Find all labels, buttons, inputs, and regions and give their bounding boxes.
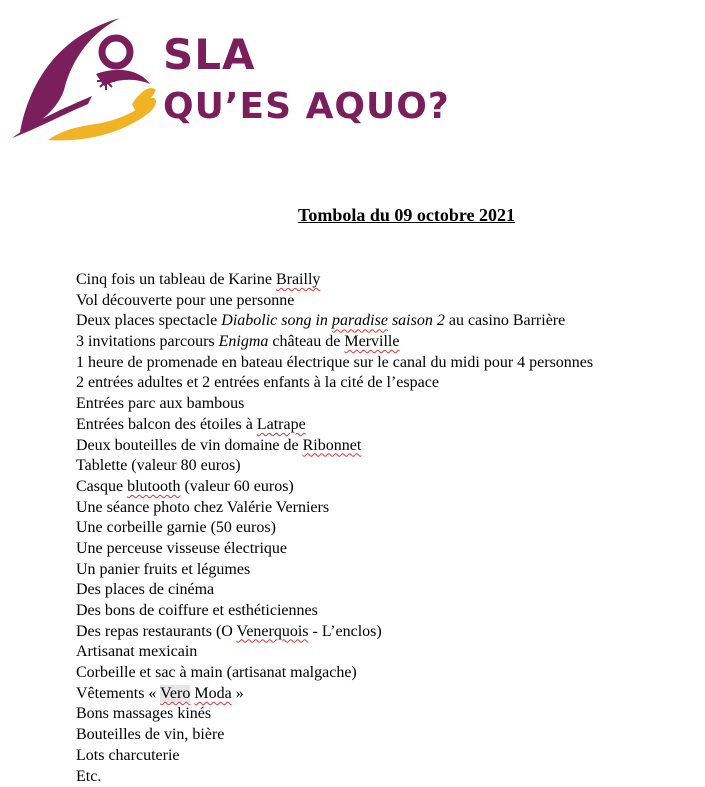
logo-line1: SLA xyxy=(163,30,256,79)
prize-list xyxy=(76,270,593,787)
list-item: Une perceuse visseuse électrique xyxy=(76,539,593,560)
logo-line2: QU’ES AQUO? xyxy=(163,86,450,127)
list-item: Une séance photo chez Valérie Verniers xyxy=(76,498,593,519)
list-item: 3 invitations parcours Enigma château de Merville xyxy=(76,332,593,353)
list-item: Lots charcuterie xyxy=(76,746,593,767)
list-item: Des places de cinéma xyxy=(76,580,593,601)
page-title: Tombola du 09 octobre 2021 xyxy=(298,205,515,226)
list-item: Une corbeille garnie (50 euros) xyxy=(76,518,593,539)
sla-logo xyxy=(0,0,440,150)
list-item: Bouteilles de vin, bière xyxy=(76,725,593,746)
list-item: 2 entrées adultes et 2 entrées enfants à la cité de l’espace xyxy=(76,373,593,394)
list-item: Entrées parc aux bambous xyxy=(76,394,593,415)
list-item: Deux places spectacle Diabolic song in paradise saison 2 au casino Barrière xyxy=(76,311,593,332)
list-item: Vol découverte pour une personne xyxy=(76,291,593,312)
list-item: Entrées balcon des étoiles à Latrape xyxy=(76,415,593,436)
list-item: 1 heure de promenade en bateau électrique sur le canal du midi pour 4 personnes xyxy=(76,353,593,374)
list-item: Cinq fois un tableau de Karine Brailly xyxy=(76,270,593,291)
list-item: Un panier fruits et légumes xyxy=(76,560,593,581)
list-item: Des bons de coiffure et esthéticiennes xyxy=(76,601,593,622)
list-item: Vêtements « Vero Moda » xyxy=(76,684,593,705)
list-item: Artisanat mexicain xyxy=(76,642,593,663)
list-item: Casque blutooth (valeur 60 euros) xyxy=(76,477,593,498)
list-item: Corbeille et sac à main (artisanat malgache) xyxy=(76,663,593,684)
list-item: Des repas restaurants (O Venerquois - L’enclos) xyxy=(76,622,593,643)
list-item: Deux bouteilles de vin domaine de Ribonnet xyxy=(76,436,593,457)
list-item: Tablette (valeur 80 euros) xyxy=(76,456,593,477)
list-item: Bons massages kinés xyxy=(76,704,593,725)
list-item: Etc. xyxy=(76,767,593,787)
